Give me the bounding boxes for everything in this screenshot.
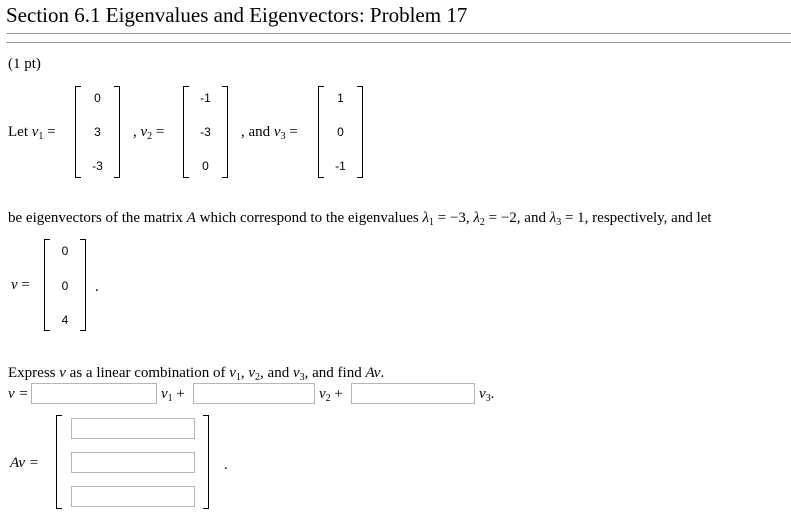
express-v2-sub: 2 [255, 372, 261, 383]
v-entry: 0 [61, 279, 69, 293]
express-sentence [8, 365, 384, 382]
let-label: Let [8, 124, 28, 140]
v-equals: = [21, 277, 30, 293]
term-v1 [161, 386, 185, 403]
term-v2-sub: 2 [325, 393, 331, 404]
express-v: v [59, 365, 66, 381]
sentence-part1: be eigenvectors of the matrix [8, 210, 183, 226]
v3-entry: 0 [337, 125, 344, 139]
term-v2-symbol: v [319, 386, 326, 402]
v3-equals: = [289, 124, 298, 140]
lambda2-symbol: λ [473, 210, 480, 226]
express-av: Av [365, 365, 381, 381]
v3-entry: -1 [335, 159, 346, 173]
matrix-symbol: A [186, 210, 196, 226]
v-entry: 4 [61, 313, 69, 327]
express-comma2: , and [260, 365, 290, 381]
v-label [11, 277, 30, 294]
v-symbol: v [11, 277, 18, 293]
av-entry-1-input[interactable] [71, 418, 195, 439]
title-divider-top [6, 33, 791, 34]
lambda1-subscript: 1 [428, 217, 434, 228]
av-bracket-left [56, 415, 62, 509]
av-lhs: Av = [10, 455, 39, 471]
express-part3: , and find [304, 365, 362, 381]
express-period: . [380, 365, 385, 381]
v2-entry: -3 [200, 125, 211, 139]
v2-symbol: v [140, 124, 148, 140]
v3-label [241, 124, 298, 141]
express-v3-sub: 3 [299, 372, 305, 383]
express-v3: v [292, 365, 300, 381]
av-entry-2-input[interactable] [71, 452, 195, 473]
express-v2: v [248, 365, 256, 381]
v2-subscript: 2 [147, 131, 153, 142]
express-part2: as a linear combination of [69, 365, 226, 381]
vector-v2 [183, 86, 228, 178]
lambda1-symbol: λ [422, 210, 429, 226]
v2-entry: 0 [202, 159, 209, 173]
term-period: . [490, 386, 495, 402]
term-v1-symbol: v [161, 386, 168, 402]
vector-v3 [318, 86, 363, 178]
av-bracket-right [203, 415, 209, 509]
lambda3-symbol: λ [549, 210, 557, 226]
v3-entry: 1 [337, 91, 344, 105]
lambda2-value: = −2, and [488, 210, 546, 226]
term-v2 [319, 386, 343, 403]
lambda3-subscript: 3 [556, 217, 562, 228]
v2-label [133, 124, 164, 141]
express-v1-sub: 1 [235, 372, 241, 383]
express-part1: Express [8, 365, 56, 381]
express-v1: v [229, 365, 236, 381]
vectors-statement [8, 124, 56, 141]
term-v3 [479, 386, 494, 403]
v3-subscript: 3 [280, 131, 286, 142]
term-v3-sub: 3 [485, 393, 491, 404]
v1-entry: 3 [94, 125, 101, 139]
vector-v [44, 239, 86, 331]
av-entry-3-input[interactable] [71, 486, 195, 507]
sep2: , and [241, 124, 271, 140]
lambda2-subscript: 2 [479, 217, 485, 228]
express-comma1: , [240, 365, 245, 381]
plus-sign: + [334, 386, 343, 402]
sentence-part2: which correspond to the eigenvalues [199, 210, 419, 226]
v1-subscript: 1 [38, 131, 44, 142]
v1-entry: -3 [92, 159, 103, 173]
v-period: . [95, 279, 99, 295]
v1-symbol: v [31, 124, 39, 140]
coefficient-v1-input[interactable] [31, 383, 157, 404]
points-label: (1 pt) [8, 56, 41, 72]
lambda1-value: = −3, [437, 210, 470, 226]
v2-entry: -1 [200, 91, 211, 105]
v1-entry: 0 [94, 91, 101, 105]
v1-equals: = [47, 124, 56, 140]
vector-v1 [75, 86, 120, 178]
page-title: Section 6.1 Eigenvalues and Eigenvectors: Problem 17 [6, 3, 468, 27]
coefficient-v2-input[interactable] [193, 383, 315, 404]
lambda3-value: = 1, respectively, and let [564, 210, 712, 226]
combination-lhs: v = [8, 386, 29, 402]
v-entry: 0 [61, 244, 69, 258]
sep1: , [133, 124, 137, 140]
title-divider-bottom [6, 42, 791, 43]
av-period: . [224, 457, 228, 473]
term-v1-sub: 1 [167, 393, 173, 404]
plus-sign: + [176, 386, 185, 402]
eigenvalue-sentence [8, 210, 712, 227]
v2-equals: = [155, 124, 165, 140]
v3-symbol: v [273, 124, 281, 140]
coefficient-v3-input[interactable] [351, 383, 475, 404]
term-v3-symbol: v [479, 386, 486, 402]
